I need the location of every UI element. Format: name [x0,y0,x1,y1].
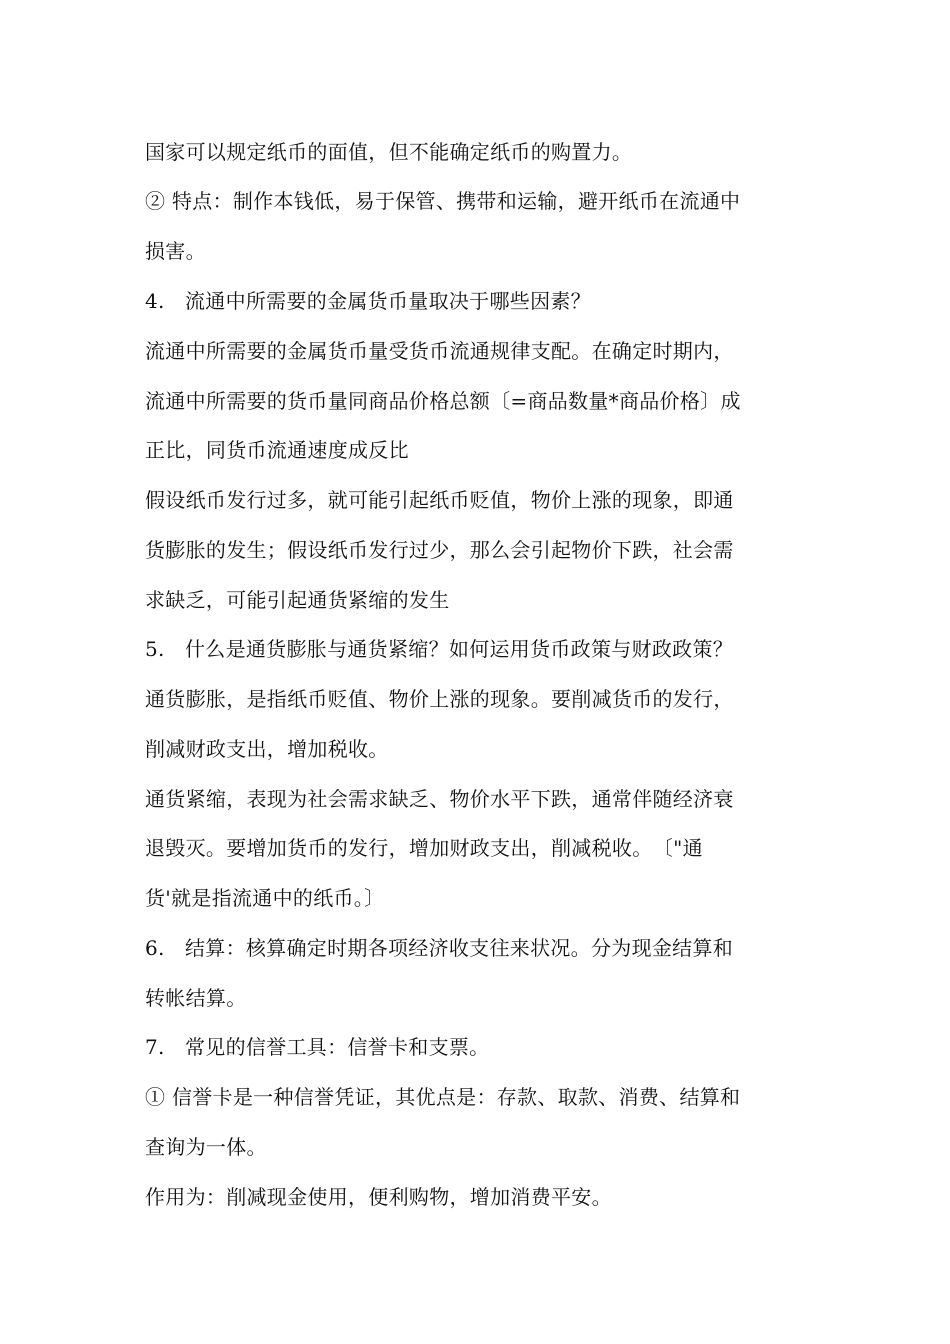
text-line: 退毁灭。要增加货币的发行，增加财政支出，削减税收。 〔"通 [145,836,703,860]
section-heading: 4. 流通中所需要的金属货币量取决于哪些因素？ [145,289,591,313]
text-line: 损害。 [145,239,206,263]
text-line: 货'就是指流通中的纸币。〕 [145,886,385,910]
text-line: 假设纸币发行过多，就可能引起纸币贬值，物价上涨的现象，即通 [145,488,734,512]
text-line: 通货紧缩，表现为社会需求缺乏、物价水平下跌，通常伴随经济衰 [145,787,734,811]
section-heading: 7. 常见的信誉工具：信誉卡和支票。 [145,1035,490,1059]
text-line: 通货膨胀，是指纸币贬值、物价上涨的现象。要削减货币的发行， [145,687,734,711]
text-line: ① 信誉卡是一种信誉凭证，其优点是：存款、取款、消费、结算和 [145,1085,741,1109]
text-line: 流通中所需要的金属货币量受货币流通规律支配。在确定时期内， [145,339,734,363]
section-heading: 5. 什么是通货膨胀与通货紧缩？如何运用货币政策与财政政策？ [145,637,734,661]
text-line: ② 特点：制作本钱低，易于保管、携带和运输，避开纸币在流通中 [145,189,741,213]
text-line: 正比，同货币流通速度成反比 [145,438,409,462]
text-line: 削减财政支出，增加税收。 [145,737,389,761]
text-line: 求缺乏，可能引起通货紧缩的发生 [145,588,450,612]
text-line: 货膨胀的发生；假设纸币发行过少，那么会引起物价下跌，社会需 [145,538,734,562]
text-line: 流通中所需要的货币量同商品价格总额〔=商品数量*商品价格〕成 [145,389,741,413]
text-line: 国家可以规定纸币的面值，但不能确定纸币的购置力。 [145,140,633,164]
text-line: 查询为一体。 [145,1135,267,1159]
text-line: 作用为：削减现金使用，便利购物，增加消费平安。 [145,1185,612,1209]
text-line: 转帐结算。 [145,986,247,1010]
section-heading: 6. 结算：核算确定时期各项经济收支往来状况。分为现金结算和 [145,936,734,960]
